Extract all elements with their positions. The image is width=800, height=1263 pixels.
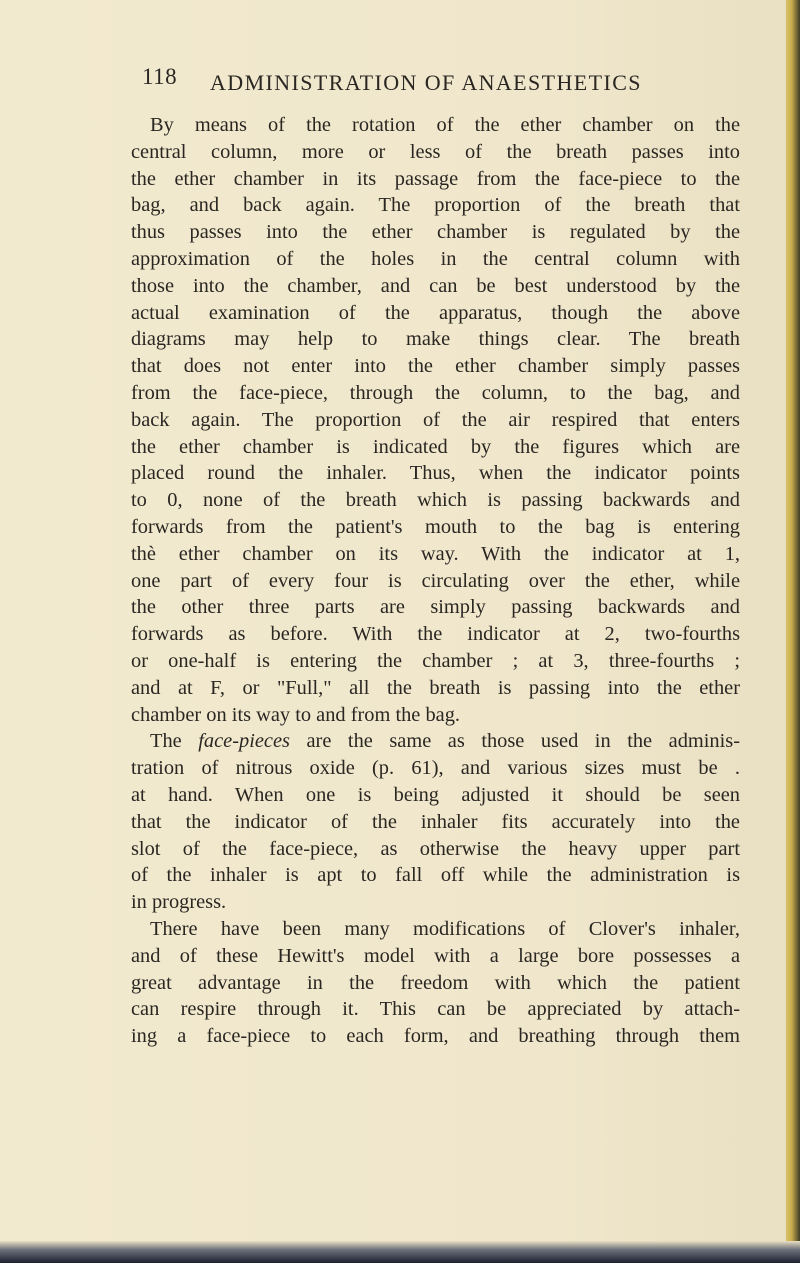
running-head: ADMINISTRATION OF ANAESTHETICS — [210, 70, 642, 95]
text-line: ing a face-piece to each form, and breathing through them — [131, 1025, 740, 1048]
text-line: one part of every four is circulating over the ether, while — [131, 569, 740, 592]
text-line: of the inhaler is apt to fall off while the administration is — [131, 864, 740, 887]
text-line: that does not enter into the ether chamber simply passes — [131, 355, 740, 378]
text-line: and at F, or "Full," all the breath is passing into the ether — [131, 676, 740, 699]
text-line: that the indicator of the inhaler fits accurately into the — [131, 810, 740, 833]
text-line: to 0, none of the breath which is passing backwards and — [131, 489, 740, 512]
text-line: can respire through it. This can be appreciated by attach- — [131, 998, 740, 1021]
text-line: forwards as before. With the indicator at 2, two-fourths — [131, 623, 740, 646]
text-line: great advantage in the freedom with which the patient — [131, 971, 740, 994]
text-line: There have been many modifications of Clover's inhaler, — [150, 917, 740, 940]
italic-term: face-pieces — [198, 730, 290, 753]
text-line: the other three parts are simply passing backwards and — [131, 596, 740, 619]
page-edge-shadow — [786, 0, 800, 1263]
text-line: and of these Hewitt's model with a large bore possesses a — [131, 944, 740, 967]
text-line: thus passes into the ether chamber is regulated by the — [131, 221, 740, 244]
text-line: The face-pieces are the same as those used in the adminis- — [150, 730, 740, 753]
page-header — [0, 64, 800, 104]
text-line: central column, more or less of the breath passes into — [131, 140, 740, 163]
text-line: By means of the rotation of the ether chamber on the — [150, 114, 740, 136]
text-line: actual examination of the apparatus, though the above — [131, 301, 740, 324]
text-line: forwards from the patient's mouth to the bag is entering — [131, 515, 740, 538]
text-line: the ether chamber in its passage from the face-piece to the — [131, 167, 740, 190]
text-line: in progress. — [131, 891, 227, 914]
text-line: placed round the inhaler. Thus, when the indicator points — [131, 462, 740, 485]
text-line: back again. The proportion of the air respired that enters — [131, 408, 740, 431]
page-number: 118 — [142, 64, 178, 89]
text-line: slot of the face-piece, as otherwise the heavy upper part — [131, 837, 740, 860]
body-text — [131, 112, 740, 1050]
text-line: from the face-piece, through the column, to the bag, and — [131, 381, 740, 404]
bottom-edge-shadow — [0, 1241, 800, 1263]
text-line: those into the chamber, and can be best understood by the — [131, 274, 740, 297]
text-line: tration of nitrous oxide (p. 61), and various sizes must be . — [131, 757, 740, 780]
text-line: or one-half is entering the chamber ; at 3, three-fourths ; — [131, 649, 740, 672]
text-line: approximation of the holes in the central column with — [131, 247, 740, 270]
text-line: chamber on its way to and from the bag. — [131, 703, 460, 726]
text-line: thè ether chamber on its way. With the indicator at 1, — [131, 542, 740, 565]
text-line: at hand. When one is being adjusted it should be seen — [131, 783, 740, 806]
text-line: bag, and back again. The proportion of the breath that — [131, 194, 740, 217]
text-line: diagrams may help to make things clear. The breath — [131, 328, 740, 351]
text-line: the ether chamber is indicated by the figures which are — [131, 435, 740, 458]
